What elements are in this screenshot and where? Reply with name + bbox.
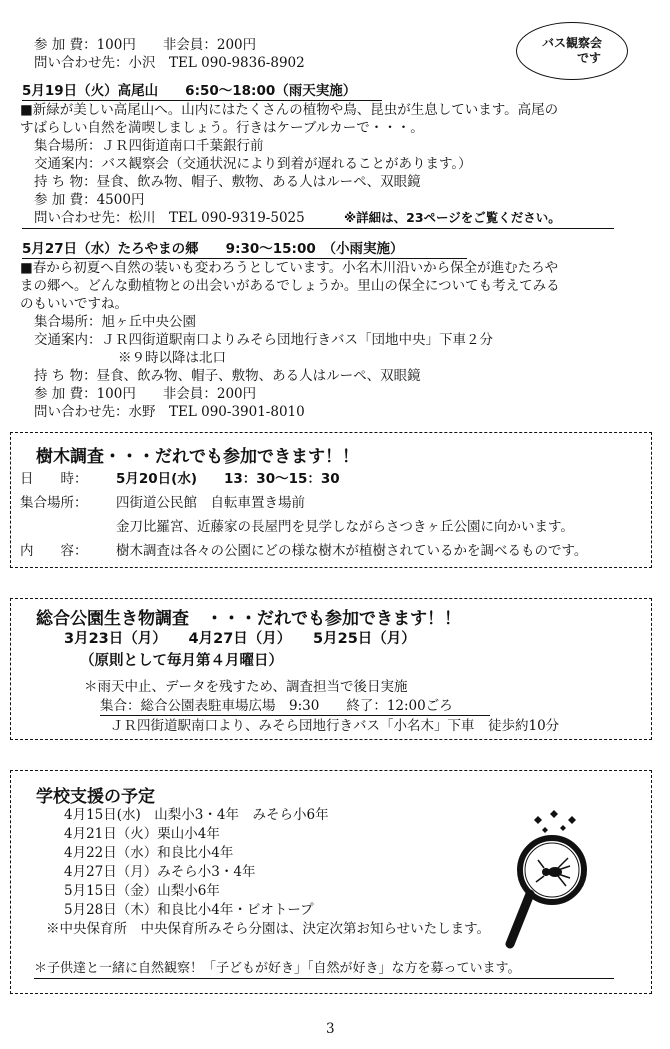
school-row: 5月28日（木）和良比小4年・ビオトープ [64, 902, 314, 918]
tree-survey-title: 樹木調査・・・だれでも参加できます！！ [36, 447, 359, 467]
takao-place: 集合場所：ＪＲ四街道南口千葉銀行前 [34, 138, 264, 154]
tree-place-value: 四街道公民館 自転車置き場前 [116, 495, 305, 511]
tree-route: 金刀比羅宮、近藤家の長屋門を見学しながらさつきヶ丘公園に向かいます。 [116, 519, 574, 535]
taroyama-guide: 交通案内：ＪＲ四街道駅南口よりみそら団地行きバス「団地中央」下車２分 [34, 332, 493, 348]
bus-bubble [516, 22, 628, 80]
park-meet: 集合：総合公園表駐車場広場 9:30 終了：12:00ごろ [100, 698, 453, 714]
school-row: 4月15日(水) 山梨小3・4年 みそら小6年 [64, 807, 329, 823]
taroyama-fee: 参 加 費：100円 非会員：200円 [34, 386, 257, 402]
park-access: ＪＲ四街道駅南口より、みそら団地行きバス「小名木」下車 徒歩約10分 [110, 718, 560, 734]
park-rule: （原則として毎月第４月曜日） [80, 653, 283, 669]
tree-date-label: 日 時： [20, 471, 88, 487]
park-dates: 3月23日（月） 4月27日（月） 5月25日（月） [64, 631, 416, 647]
tree-place-label: 集合場所： [20, 495, 88, 511]
takao-contact: 問い合わせ先：松川 TEL 090-9319-5025 [34, 210, 305, 226]
takao-fee: 参 加 費：4500円 [34, 192, 145, 208]
school-row: 4月22日（水）和良比小4年 [64, 845, 234, 861]
bubble-line1: バス観察会 [541, 36, 602, 50]
recruit-underline [34, 978, 614, 979]
school-note: ※中央保育所 中央保育所みそら分園は、決定次第お知らせいたします。 [46, 921, 491, 937]
school-support-title: 学校支援の予定 [36, 787, 155, 807]
top-fee: 参 加 費：100円 非会員：200円 [34, 37, 257, 53]
school-recruit: ＊子供達と一緒に自然観察！「子どもが好き」「自然が好き」な方を募っています。 [34, 961, 521, 976]
park-survey-title: 総合公園生き物調査 ・・・だれでも参加できます！！ [36, 609, 461, 629]
top-contact: 問い合わせ先：小沢 TEL 090-9836-8902 [34, 55, 305, 71]
taroyama-desc2: まの郷へ。どんな動植物との出会いがあるでしょうか。里山の保全についても考えてみる [20, 278, 560, 294]
takao-desc1: ■新緑が美しい高尾山へ。山内にはたくさんの植物や鳥、昆虫が生息しています。高尾の [20, 102, 559, 118]
tree-date-value: 5月20日(水) 13：30～15：30 [116, 471, 340, 487]
tree-content-label: 内 容： [20, 543, 88, 559]
school-row: 4月21日（火）栗山小4年 [64, 826, 220, 842]
tree-content-value: 樹木調査は各々の公園にどの様な樹木が植樹されているかを調べるものです。 [116, 543, 588, 559]
park-meet-underline [100, 715, 490, 716]
park-note: ＊雨天中止、データを残すため、調査担当で後日実施 [84, 679, 408, 695]
takao-heading: 5月19日（火）高尾山 6:50～18:00（雨天実施） [22, 83, 357, 99]
takao-guide: 交通案内：バス観察会（交通状況により到着が遅れることがあります。） [34, 156, 472, 172]
takao-items: 持 ち 物：昼食、飲み物、帽子、敷物、ある人はルーペ、双眼鏡 [34, 174, 421, 190]
taroyama-items: 持 ち 物：昼食、飲み物、帽子、敷物、ある人はルーペ、双眼鏡 [34, 368, 421, 384]
taroyama-heading: 5月27日（水）たろやまの郷 9:30～15:00 （小雨実施） [22, 241, 404, 257]
insects-icon [534, 810, 576, 833]
school-row: 5月15日（金）山梨小6年 [64, 883, 220, 899]
taroyama-contact: 問い合わせ先：水野 TEL 090-3901-8010 [34, 404, 305, 420]
bubble-line2: です [576, 51, 601, 65]
taroyama-desc1: ■春から初夏へ自然の装いも変わろうとしています。小名木川沿いから保全が進むたろや [20, 260, 559, 276]
takao-note: ※詳細は、23ページをご覧ください。 [344, 210, 561, 225]
taroyama-desc3: のもいいですね。 [20, 296, 128, 312]
takao-desc2: すばらしい自然を満喫しましょう。行きはケーブルカーで・・・。 [20, 120, 424, 136]
taroyama-place: 集合場所：旭ヶ丘中央公園 [34, 314, 196, 330]
takao-divider [22, 228, 614, 229]
page-number: 3 [326, 1021, 335, 1037]
taroyama-guide2: ※９時以降は北口 [118, 350, 226, 366]
magnifier-icon [500, 808, 610, 953]
school-row: 4月27日（月）みそら小3・4年 [64, 864, 256, 880]
